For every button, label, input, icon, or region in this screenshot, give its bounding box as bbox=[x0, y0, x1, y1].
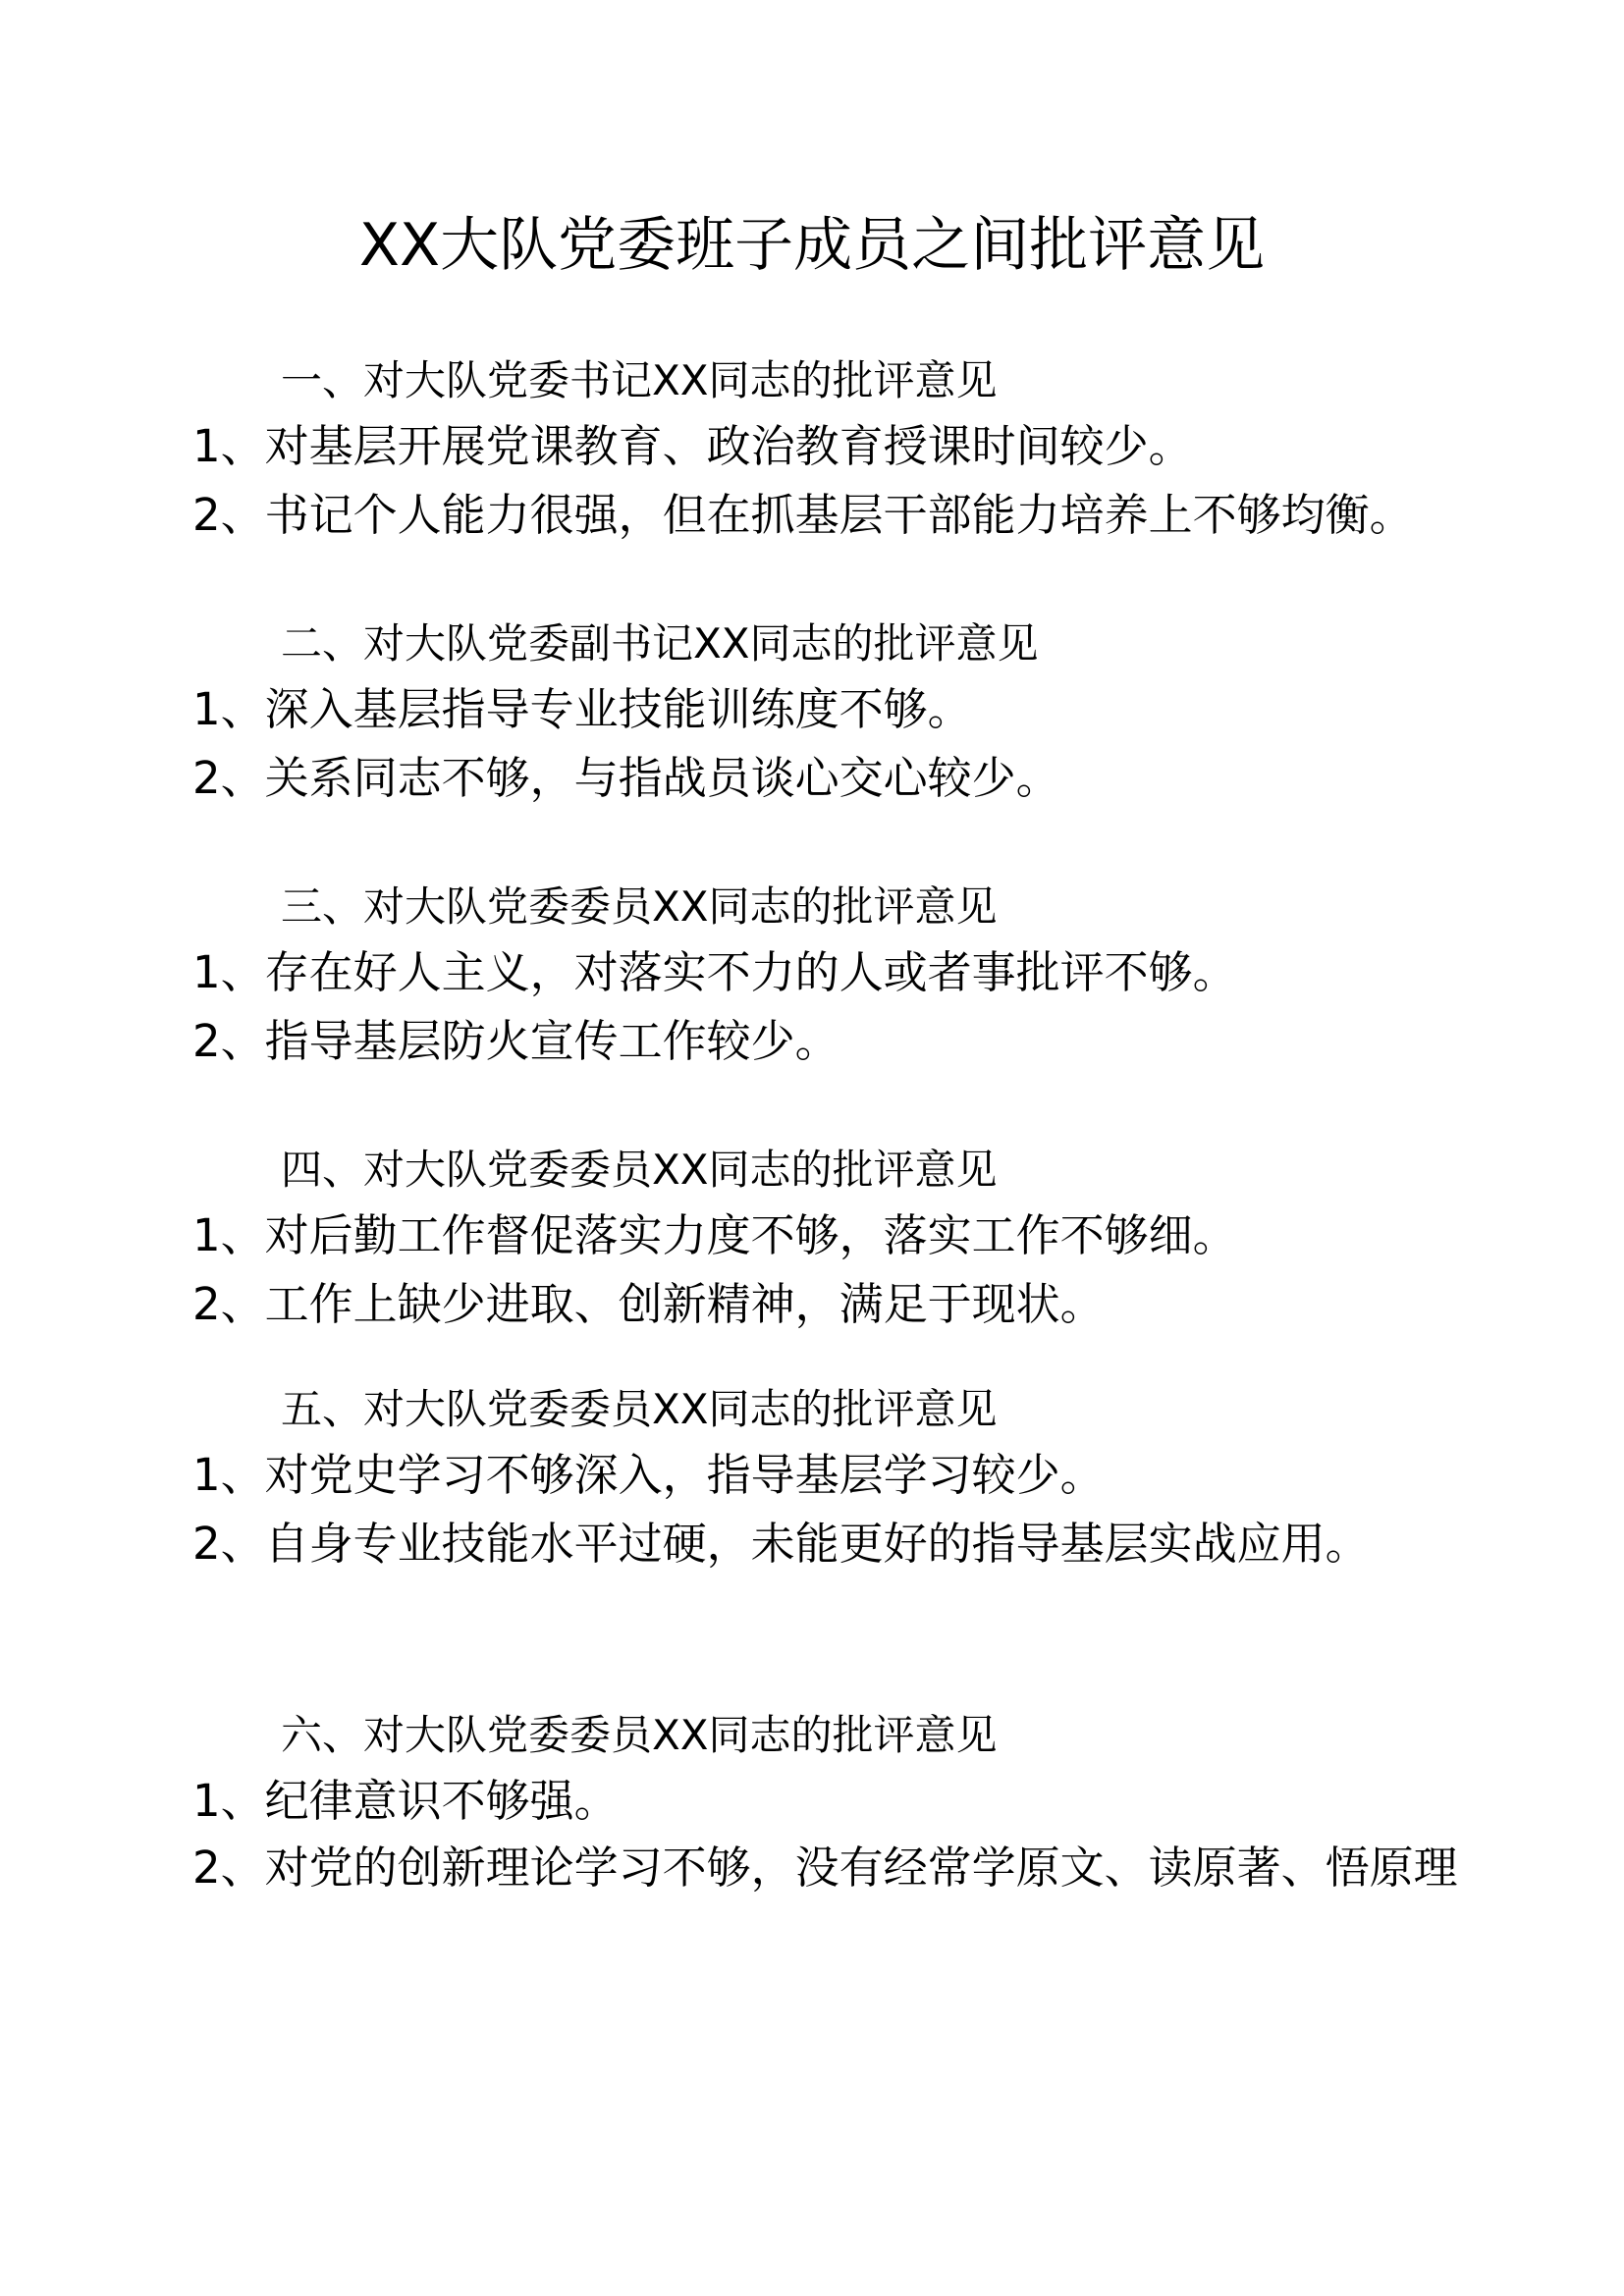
section-5-item-1: 1、对党史学习不够深入，指导基层学习较少。 bbox=[192, 1449, 1105, 1501]
section-heading-5: 五、对大队党委委员XX同志的批评意见 bbox=[281, 1385, 998, 1433]
section-heading-4: 四、对大队党委委员XX同志的批评意见 bbox=[281, 1146, 998, 1194]
section-heading-1: 一、对大队党委书记XX同志的批评意见 bbox=[281, 356, 998, 404]
section-3-item-1: 1、存在好人主义，对落实不力的人或者事批评不够。 bbox=[192, 946, 1237, 998]
section-1-item-2: 2、书记个人能力很强，但在抓基层干部能力培养上不够均衡。 bbox=[192, 489, 1414, 541]
section-4-item-1: 1、对后勤工作督促落实力度不够，落实工作不够细。 bbox=[192, 1209, 1237, 1261]
section-6-item-2: 2、对党的创新理论学习不够，没有经常学原文、读原著、悟原理 bbox=[192, 1842, 1458, 1894]
section-1-item-1: 1、对基层开展党课教育、政治教育授课时间较少。 bbox=[192, 420, 1193, 472]
section-2-item-1: 1、深入基层指导专业技能训练度不够。 bbox=[192, 683, 972, 735]
section-heading-6: 六、对大队党委委员XX同志的批评意见 bbox=[281, 1711, 998, 1759]
section-2-item-2: 2、关系同志不够，与指战员谈心交心较少。 bbox=[192, 752, 1060, 804]
section-5-item-2: 2、自身专业技能水平过硬，未能更好的指导基层实战应用。 bbox=[192, 1518, 1370, 1570]
section-3-item-2: 2、指导基层防火宣传工作较少。 bbox=[192, 1015, 839, 1067]
section-heading-3: 三、对大队党委委员XX同志的批评意见 bbox=[281, 882, 998, 931]
document-title: XX大队党委班子成员之间批评意见 bbox=[358, 211, 1266, 280]
section-6-item-1: 1、纪律意识不够强。 bbox=[192, 1775, 619, 1827]
section-4-item-2: 2、工作上缺少进取、创新精神，满足于现状。 bbox=[192, 1278, 1105, 1330]
section-heading-2: 二、对大队党委副书记XX同志的批评意见 bbox=[281, 619, 1039, 667]
